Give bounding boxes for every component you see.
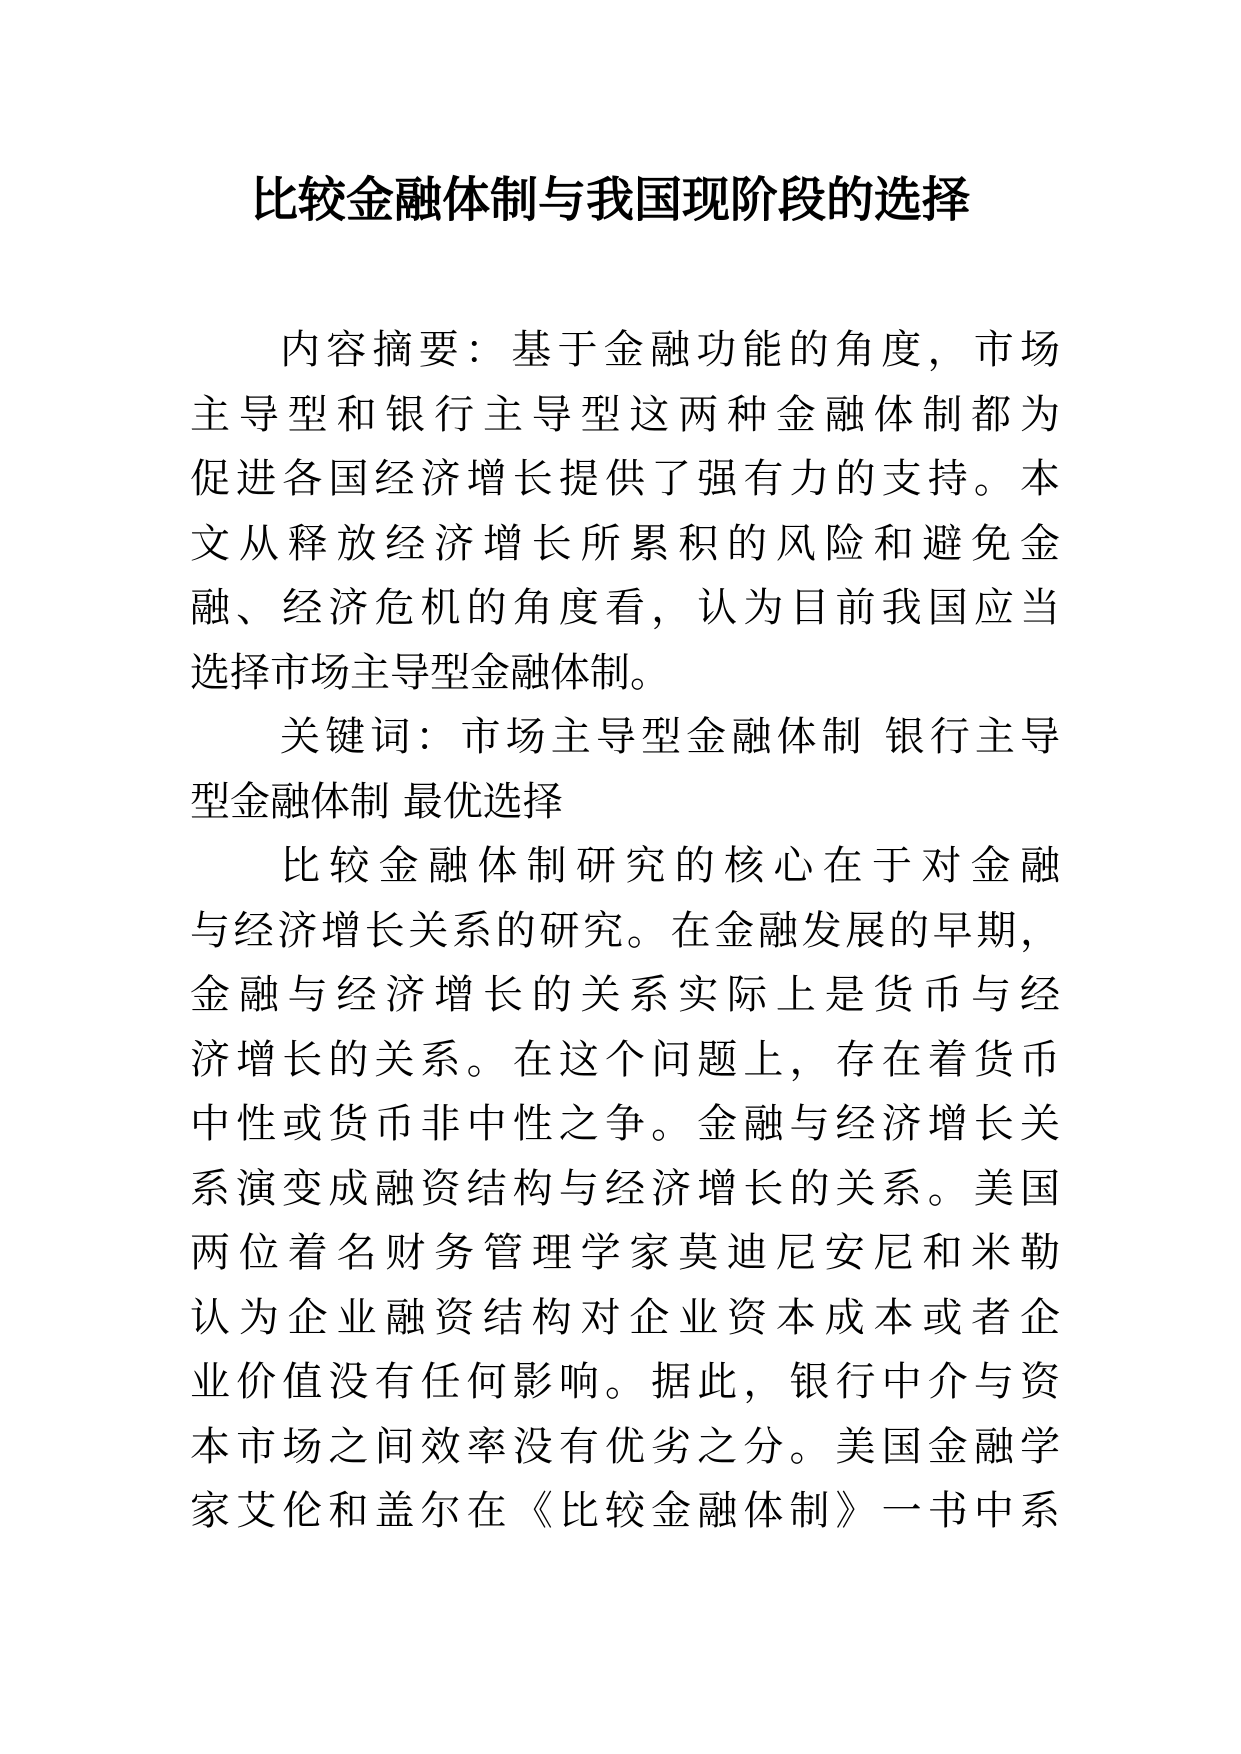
body-line: 业价值没有任何影响。据此，银行中介与资	[190, 1359, 1060, 1405]
abstract-line: 内容摘要：基于金融功能的角度，市场	[280, 327, 1060, 373]
body-line: 两位着名财务管理学家莫迪尼安尼和米勒	[190, 1230, 1060, 1276]
body-line: 中性或货币非中性之争。金融与经济增长关	[190, 1101, 1060, 1147]
body-line: 金融与经济增长的关系实际上是货币与经	[190, 972, 1060, 1018]
body-line: 比较金融体制研究的核心在于对金融	[280, 843, 1060, 889]
body-line: 系演变成融资结构与经济增长的关系。美国	[190, 1165, 1060, 1212]
keywords-line: 关键词：市场主导型金融体制 银行主导	[280, 714, 1060, 760]
body-line: 本市场之间效率没有优劣之分。美国金融学	[190, 1423, 1060, 1470]
keywords-line: 型金融体制 最优选择	[190, 778, 563, 825]
body-line: 家艾伦和盖尔在《比较金融体制》一书中系	[190, 1488, 1060, 1534]
abstract-line: 文从释放经济增长所累积的风险和避免金	[190, 520, 1060, 567]
body-line: 与经济增长关系的研究。在金融发展的早期，	[190, 907, 1060, 954]
abstract-line: 选择市场主导型金融体制。	[190, 649, 670, 696]
document-title: 比较金融体制与我国现阶段的选择	[249, 172, 970, 228]
body-line: 济增长的关系。在这个问题上，存在着货币	[190, 1036, 1060, 1083]
abstract-line: 主导型和银行主导型这两种金融体制都为	[190, 391, 1060, 438]
abstract-line: 融、经济危机的角度看，认为目前我国应当	[190, 585, 1060, 631]
body-line: 认为企业融资结构对企业资本成本或者企	[190, 1294, 1060, 1341]
document-body	[190, 318, 1060, 1544]
abstract-line: 促进各国经济增长提供了强有力的支持。本	[190, 456, 1060, 502]
